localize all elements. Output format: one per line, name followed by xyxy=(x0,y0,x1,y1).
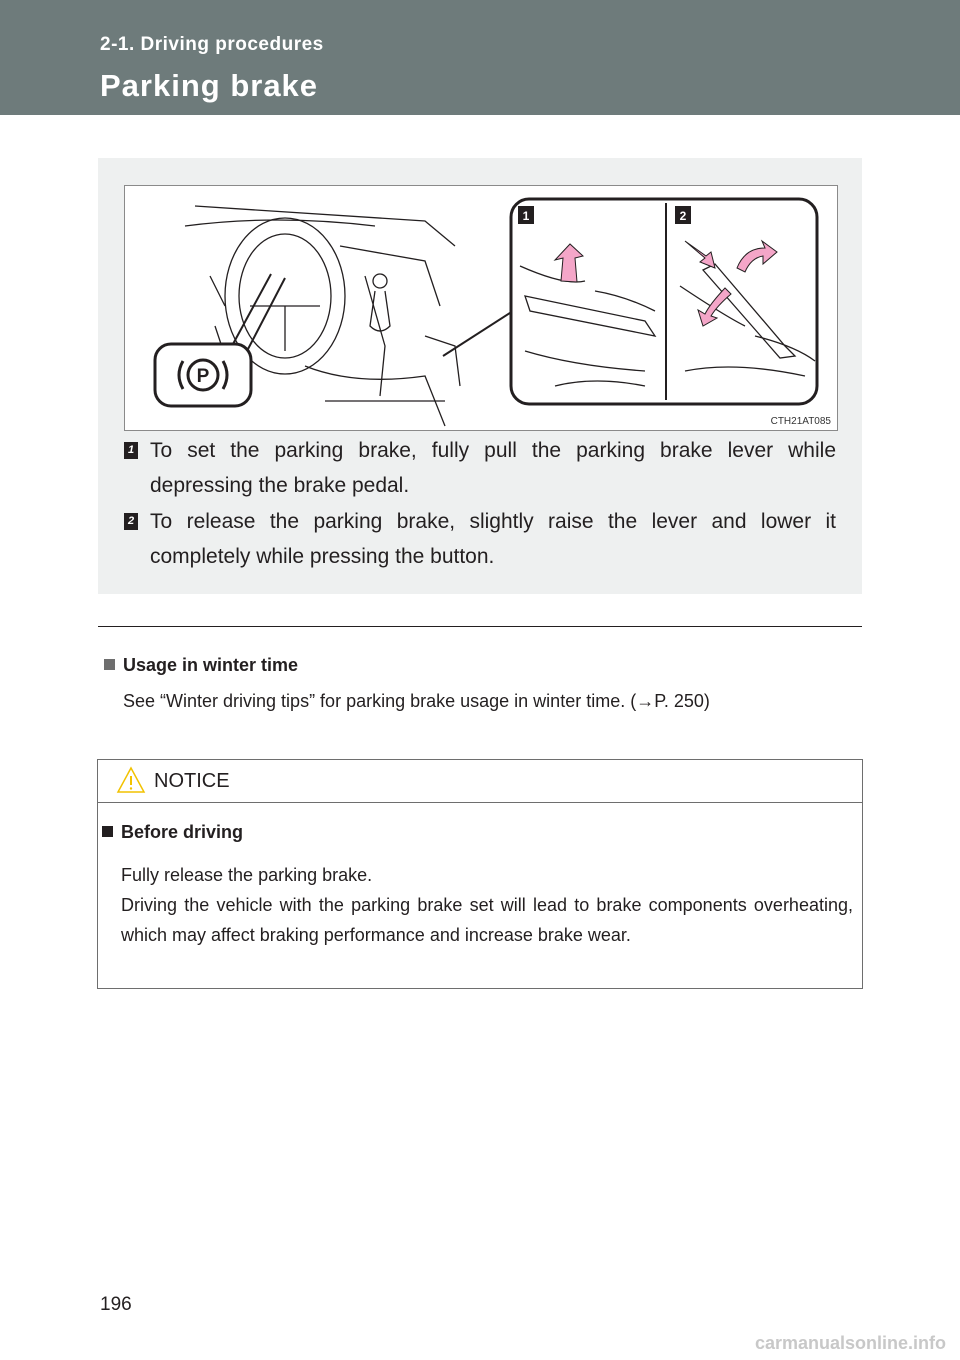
usage-heading xyxy=(104,655,298,676)
notice-body xyxy=(121,860,853,950)
step-1-text: To set the parking brake, fully pull the parking brake lever while depressing the brake pedal. xyxy=(150,439,836,497)
notice-line-1: Fully release the parking brake. xyxy=(121,865,373,885)
page-number: 196 xyxy=(100,1294,132,1315)
svg-text:1: 1 xyxy=(522,209,530,223)
step-1-marker: 1 xyxy=(124,442,138,459)
header-bar xyxy=(0,0,960,115)
notice-line-2: Driving the vehicle with the parking brake set will lead to brake components overheating, which may affect braking performance and increase brake wear. xyxy=(121,895,853,945)
notice-box xyxy=(97,759,863,989)
bullet-square-icon xyxy=(102,826,113,837)
step-2-text: To release the parking brake, slightly raise the lever and lower it completely while pressing the button. xyxy=(150,510,836,568)
step-2-marker: 2 xyxy=(124,513,138,530)
section-label: 2-1. Driving procedures xyxy=(100,34,324,55)
notice-label: NOTICE xyxy=(154,770,230,792)
usage-text: See “Winter driving tips” for parking brake usage in winter time. (→P. 250) xyxy=(123,691,710,711)
step-1 xyxy=(124,433,836,503)
svg-text:P: P xyxy=(196,366,210,387)
usage-heading-text: Usage in winter time xyxy=(123,655,299,675)
warning-triangle-icon xyxy=(116,766,146,794)
illustration-drawing xyxy=(125,186,837,430)
notice-heading-text: Before driving xyxy=(121,822,244,842)
step-2 xyxy=(124,504,836,574)
watermark: carmanualsonline.info xyxy=(754,1333,946,1353)
notice-heading xyxy=(102,822,243,843)
parking-brake-illustration xyxy=(124,185,838,431)
bullet-square-icon xyxy=(104,659,115,670)
divider xyxy=(98,626,862,627)
svg-text:2: 2 xyxy=(679,209,687,223)
figure-code: CTH21AT085 xyxy=(770,416,831,427)
page-title: Parking brake xyxy=(100,68,319,103)
notice-header xyxy=(98,760,862,803)
